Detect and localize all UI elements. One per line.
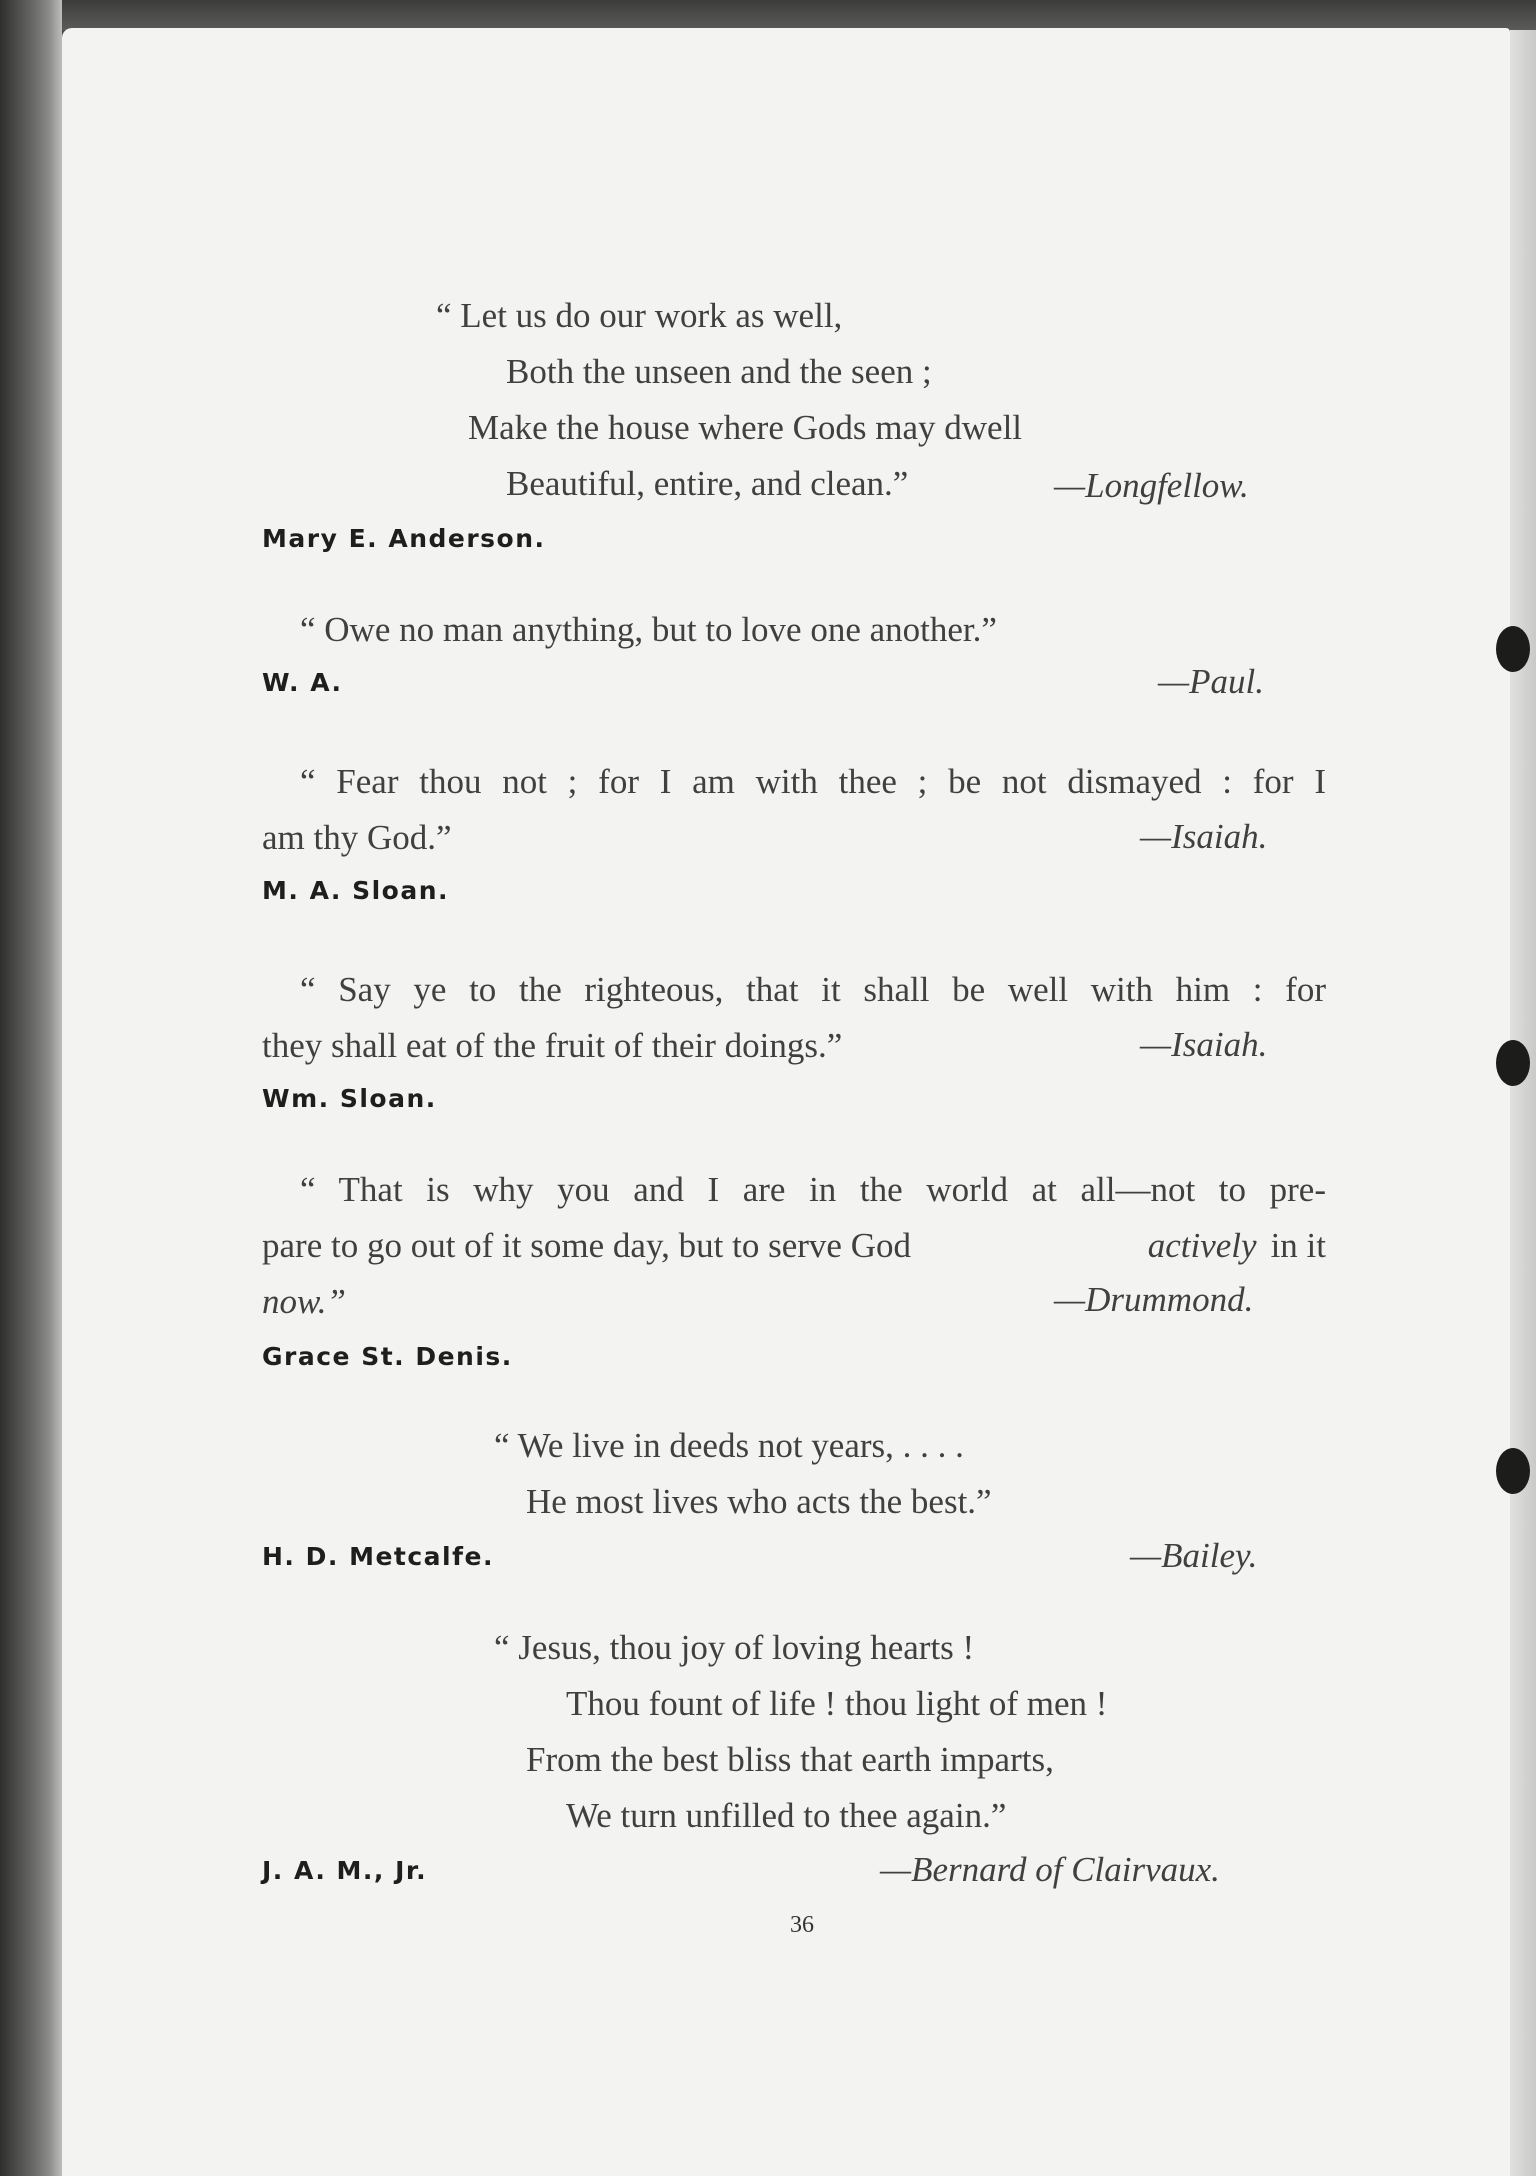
verse-line: Thou fount of life ! thou light of men ! xyxy=(566,1684,1108,1723)
quote-bailey xyxy=(494,1418,992,1530)
quote-line: am thy God.” xyxy=(262,818,452,857)
scan-top-border xyxy=(0,0,1536,30)
quote-line: “ That is why you and I are in the world at all—not to pre- xyxy=(300,1170,1326,1209)
verse-line: He most lives who acts the best.” xyxy=(526,1482,992,1521)
book-spine xyxy=(0,0,62,2176)
signature-w-a: W. A. xyxy=(262,668,343,697)
verse-line: We turn unfilled to thee again.” xyxy=(566,1796,1007,1835)
attribution-bernard: —Bernard of Clairvaux. xyxy=(880,1850,1220,1889)
quote-line: now.” xyxy=(262,1282,346,1321)
signature-grace-st-denis: Grace St. Denis. xyxy=(262,1342,513,1371)
signature-h-d-metcalfe: H. D. Metcalfe. xyxy=(262,1542,494,1571)
signature-mary-e-anderson: Mary E. Anderson. xyxy=(262,524,546,553)
binding-hole-icon xyxy=(1496,1040,1530,1086)
verse-line: “ Let us do our work as well, xyxy=(436,296,843,335)
attribution-isaiah: —Isaiah. xyxy=(1140,817,1268,856)
signature-j-a-m-jr: J. A. M., Jr. xyxy=(262,1856,428,1885)
verse-line: Make the house where Gods may dwell xyxy=(468,408,1023,447)
attribution-isaiah: —Isaiah. xyxy=(1140,1025,1268,1064)
signature-m-a-sloan: M. A. Sloan. xyxy=(262,876,450,905)
attribution-drummond: —Drummond. xyxy=(1054,1280,1254,1319)
quote-text: pare to go out of it some day, but to serve God xyxy=(262,1226,911,1265)
attribution-longfellow: —Longfellow. xyxy=(1054,466,1249,505)
attribution-bailey: —Bailey. xyxy=(1130,1536,1258,1575)
quote-line: “ Say ye to the righteous, that it shall be well with him : for xyxy=(300,970,1326,1009)
attribution-paul: —Paul. xyxy=(1158,662,1264,701)
quote-line: “ Fear thou not ; for I am with thee ; be not dismayed : for I xyxy=(300,762,1326,801)
verse-line: Both the unseen and the seen ; xyxy=(506,352,932,391)
signature-wm-sloan: Wm. Sloan. xyxy=(262,1084,437,1113)
quote-line: they shall eat of the fruit of their doings.” xyxy=(262,1026,843,1065)
page-number: 36 xyxy=(790,1912,814,1938)
quote-line xyxy=(262,1218,1326,1274)
quote-paul xyxy=(300,602,997,658)
quote-longfellow xyxy=(436,288,1022,512)
quote-text: in it xyxy=(1270,1226,1326,1265)
verse-line: “ We live in deeds not years, . . . . xyxy=(494,1426,964,1465)
binding-hole-icon xyxy=(1496,1448,1530,1494)
verse-line: “ Jesus, thou joy of loving hearts ! xyxy=(494,1628,975,1667)
verse-line: From the best bliss that earth imparts, xyxy=(526,1740,1054,1779)
emphasis-text: actively xyxy=(1147,1226,1257,1265)
binding-hole-icon xyxy=(1496,626,1530,672)
quote-bernard xyxy=(494,1620,1107,1844)
quote-line: “ Owe no man anything, but to love one another.” xyxy=(300,610,997,649)
verse-line: Beautiful, entire, and clean.” xyxy=(506,464,909,503)
page-right-edge xyxy=(1510,30,1536,2176)
